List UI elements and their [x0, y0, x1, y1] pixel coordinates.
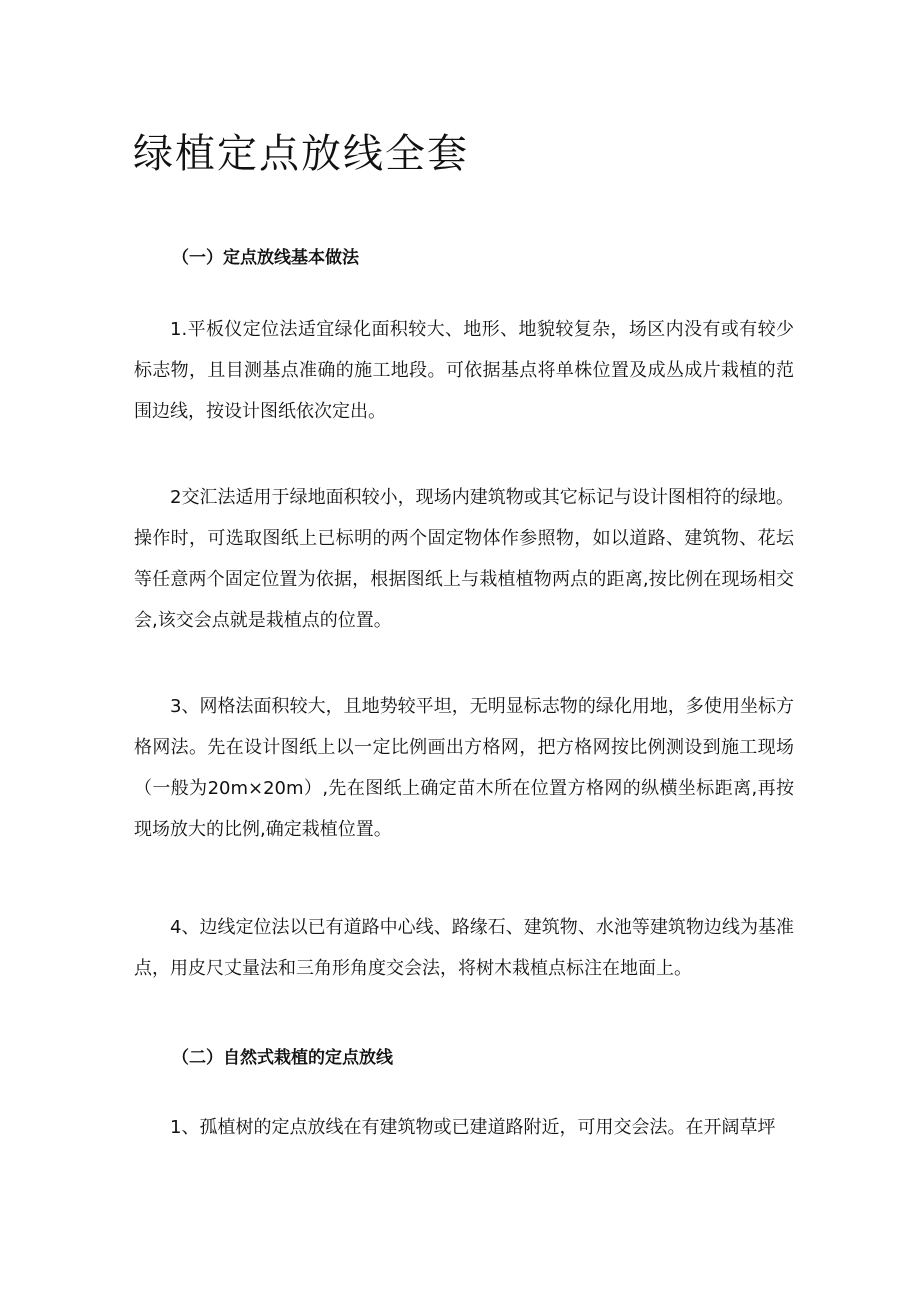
section-heading-basic-methods: （一）定点放线基本做法 — [172, 248, 359, 268]
paragraph-plane-table-method: 1.平板仪定位法适宜绿化面积较大、地形、地貌较复杂，场区内没有或有较少标志物，且目测基点准确的施工地段。可依据基点将单株位置及成丛成片栽植的范围边线，按设计图纸依次定出。 — [134, 319, 794, 422]
paragraph-edge-line-method: 4、边线定位法以已有道路中心线、路缘石、建筑物、水池等建筑物边线为基准点，用皮尺丈量法和三角形角度交会法，将树木栽植点标注在地面上。 — [134, 917, 794, 979]
paragraph-solitary-tree: 1、孤植树的定点放线在有建筑物或已建道路附近，可用交会法。在开阔草坪 — [170, 1117, 776, 1138]
section-heading-natural-planting: （二）自然式栽植的定点放线 — [172, 1048, 393, 1068]
document-title: 绿植定点放线全套 — [133, 131, 469, 177]
paragraph-grid-method: 3、网格法面积较大，且地势较平坦，无明显标志物的绿化用地，多使用坐标方格网法。先在设计图纸上以一定比例画出方格网，把方格网按比例测设到施工现场（一般为20m×20m）,先在图纸上确定苗木所在位置方格网的纵横坐标距离,再按现场放大的比例,确定栽植位置。 — [134, 696, 794, 840]
paragraph-intersection-method: 2交汇法适用于绿地面积较小，现场内建筑物或其它标记与设计图相符的绿地。操作时，可选取图纸上已标明的两个固定物体作参照物，如以道路、建筑物、花坛等任意两个固定位置为依据，根据图纸上与栽植植物两点的距离,按比例在现场相交会,该交会点就是栽植点的位置。 — [134, 487, 794, 631]
